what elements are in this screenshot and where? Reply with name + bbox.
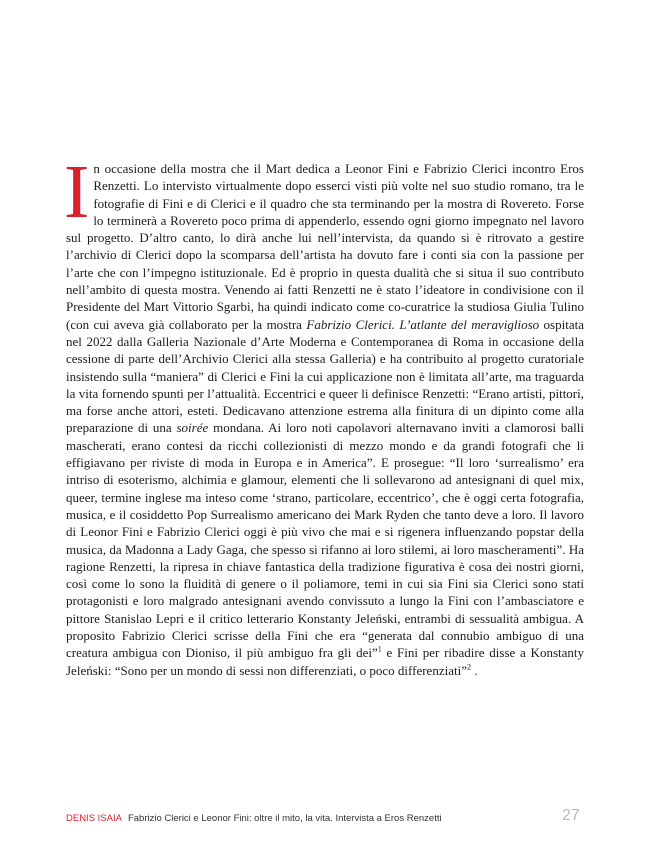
footnote-ref-1: 1 (377, 644, 382, 654)
article-text: n occasione della mostra che il Mart dedica a Leonor Fini e Fabrizio Clerici incontro Eros Renzetti. Lo intervisto virtualmente dopo esserci visti più volte nel suo studio romano, tra le fotografie di Fini e di Clerici e il quadro che sta terminando per la mostra di Rovereto. Forse lo terminerà a Rovereto poco prima di appenderlo, essendo ogni giorno impegnato nel lavoro sul progetto. D’altro canto, lo dirà anche lui nell’intervista, da quando si è ritrovato a gestire l’archivio di Clerici dopo la scomparsa dell’artista ha dovuto fare i conti sia con la passione per l’arte che con l’impegno istituzionale. Ed è proprio in questa dualità che si situa il suo contributo nell’ambito di questa mostra. Venendo ai fatti Renzetti ne è stato l’ideatore in condivisione con il Presidente del Mart Vittorio Sgarbi, ha quindi indicato come co-curatrice la studiosa Giulia Tulino (con cui aveva già collaborato per la mostra (66, 161, 584, 332)
article-text: mondana. Ai loro noti capolavori alternavano inviti a clamorosi balli mascherati, erano contesi da ricchi collezionisti di mezzo mondo e da grandi fotografi che li effigiavano per riviste di moda in Europa e in America”. E prosegue: “Il loro ‘surrealismo’ era intriso di esoterismo, alchimia e glamour, elementi che li sollevarono ad antesignani di quel mix, queer, termine inglese ma inteso come ‘strano, particolare, eccentrico’, che è oggi certa fotografia, musica, e il cosiddetto Pop Surrealismo americano dei Mark Ryden che tanto deve a loro. Il lavoro di Leonor Fini e Fabrizio Clerici oggi è più vivo che mai e si rigenera influenzando popstar della musica, da Madonna a Lady Gaga, che spesso si rifanno ai loro stilemi, ai loro mascheramenti”. Ha ragione Renzetti, la ripresa in chiave fantastica della tradizione figurativa è cosa dei nostri giorni, così come lo sono la fluidità di genere o il poliamore, temi in cui sia Fini sia Clerici sono stati protagonisti e loro malgrado antesignani avendo convissuto a lungo la Fini con l’ambasciatore e pittore Stanislao Lepri e il critico letterario Konstanty Jeleński, entrambi di sessualità ambigua. A proposito Fabrizio Clerici scrisse della Fini che era “generata dal connubio ambiguo di una creatura ambigua con Dioniso, il più ambiguo fra gli dei” (66, 420, 584, 661)
article-text: e Fini per ribadire disse a Konstanty Jeleński: “Sono per un mondo di sessi non differenziati, o poco differenziati” (66, 645, 584, 678)
article-text: ospitata nel 2022 dalla Galleria Nazionale d’Arte Moderna e Contemporanea di Roma in occasione della cessione di parte dell’Archivio Clerici alla stessa Galleria) e ha contribuito al progetto curatoriale insistendo sulla “maniera” di Clerici e Fini la cui applicazione non è limitata all’arte, ma traguarda la vita fornendo spunti per l’attualità. Eccentrici e queer li definisce Renzetti: “Erano artisti, pittori, ma forse anche attori, esteti. Dedicavano attenzione estrema alla finitura di un dipinto come alla preparazione di una (66, 316, 584, 436)
drop-cap: I (64, 150, 90, 234)
footer-title: Fabrizio Clerici e Leonor Fini: oltre il mito, la vita. Intervista a Eros Renzetti (127, 813, 442, 824)
soiree-word: soirée (176, 420, 209, 436)
page-number: 27 (562, 807, 580, 824)
article-body (64, 150, 584, 679)
footer-author: DENIS ISAIA (66, 813, 122, 824)
page-footer (66, 813, 586, 824)
exhibition-title: Fabrizio Clerici. L’atlante del meraviglioso (306, 316, 540, 332)
article-text: . (470, 662, 478, 678)
footnote-ref-2: 2 (466, 662, 471, 672)
